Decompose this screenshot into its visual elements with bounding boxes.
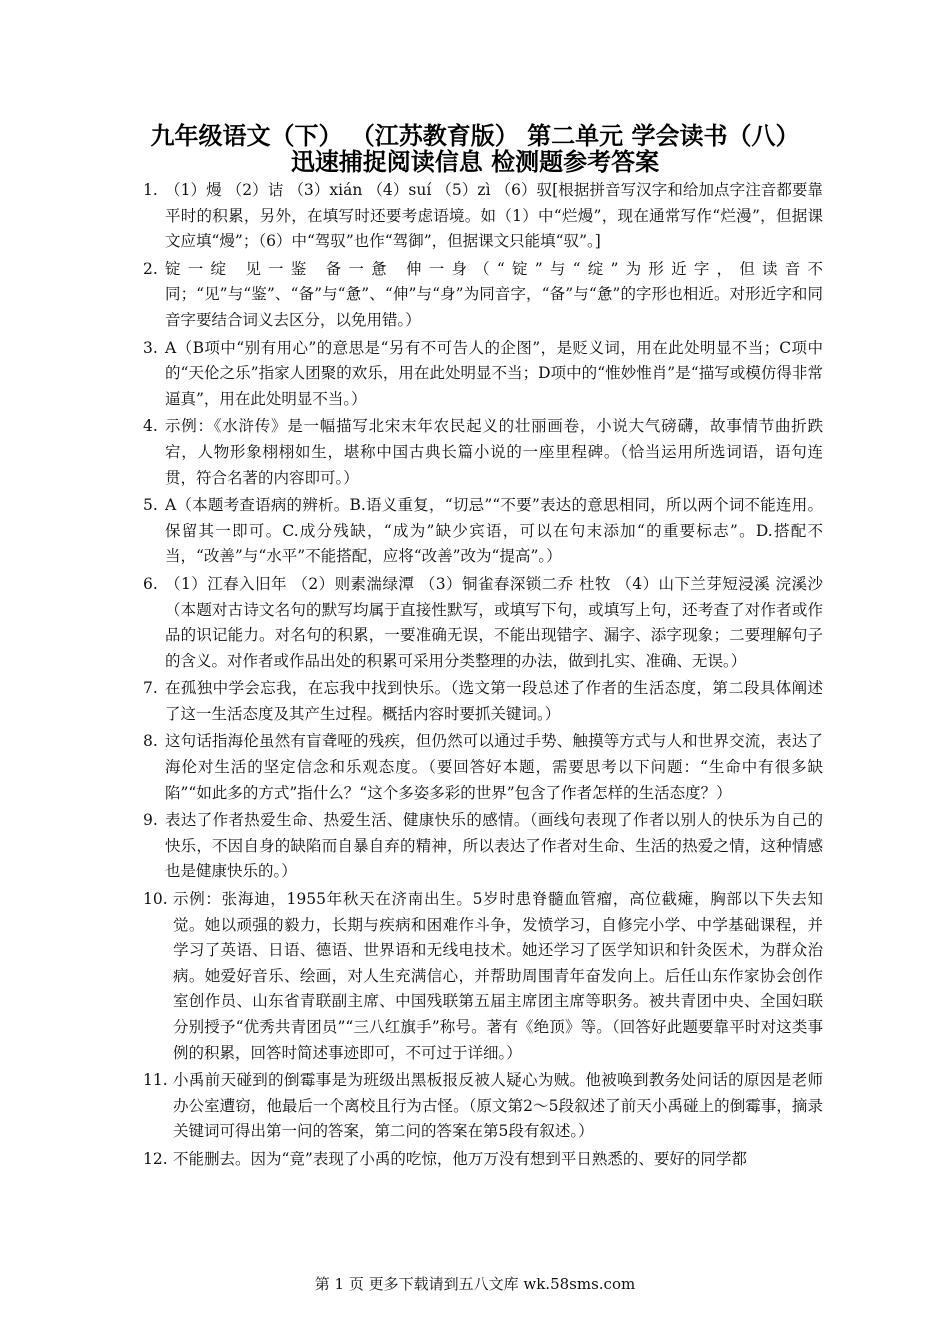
answer-text: 在孤独中学会忘我，在忘我中找到快乐。（选文第一段总述了作者的生活态度，第二段具体阐述了这一生活态度及其产生过程。概括内容时要抓关键词。）	[165, 679, 823, 723]
answer-item-4	[143, 414, 823, 491]
answer-item-9	[143, 808, 823, 885]
answer-item-2	[143, 257, 823, 334]
answer-item-11	[143, 1068, 823, 1145]
answer-text: A（B项中“别有用心”的意思是“另有不可告人的企图”，是贬义词，用在此处明显不当；C项中的“天伦之乐”指家人团聚的欢乐，用在此处明显不当；D项中的“惟妙惟肖”是“描写或模仿得非常逼真”，用在此处明显不当。）	[165, 338, 823, 408]
page-subtitle: 迅速捕捉阅读信息 检测题参考答案	[290, 148, 660, 176]
answer-item-7	[143, 676, 823, 727]
answer-number: 8.	[143, 732, 158, 751]
answer-number: 9.	[143, 811, 158, 830]
answer-text: 不能删去。因为“竟”表现了小禹的吃惊，他万万没有想到平日熟悉的、要好的同学都	[173, 1149, 747, 1168]
answer-item-3	[143, 336, 823, 413]
answer-number: 12.	[143, 1149, 168, 1168]
answer-number: 3.	[143, 338, 158, 357]
answer-text: （1）江春入旧年 （2）则素湍绿潭 （3）铜雀春深锁二乔 杜牧 （4）山下兰芽短浸溪 浣溪沙（本题对古诗文名句的默写均属于直接性默写，或填写下句，或填写上句，还考查了对作者或作品的识记能力。对名句的积累，一要准确无误，不能出现错字、漏字、添字现象；二要理解句子的含义。对作者或作品出处的积累可采用分类整理的办法，做到扎实、准确、无误。）	[165, 574, 823, 670]
answer-text: 小禹前天碰到的倒霉事是为班级出黑板报反被人疑心为贼。他被唤到教务处问话的原因是老师办公室遭窃，他最后一个离校且行为古怪。（原文第2～5段叙述了前天小禹碰上的倒霉事，摘录关键词可得出第一问的答案，第二问的答案在第5段有叙述。）	[173, 1071, 823, 1141]
answer-item-1	[143, 178, 823, 255]
answer-text: 这句话指海伦虽然有盲聋哑的残疾，但仍然可以通过手势、触摸等方式与人和世界交流，表达了海伦对生活的坚定信念和乐观态度。（要回答好本题，需要思考以下问题：“生命中有很多缺陷”“如此多的方式”指什么？“这个多姿多彩的世界”包含了作者怎样的生活态度？）	[165, 732, 823, 802]
answer-text: 表达了作者热爱生命、热爱生活、健康快乐的感情。（画线句表现了作者以别人的快乐为自己的快乐，不因自身的缺陷而自暴自弃的精神，所以表达了作者对生命、生活的热爱之情，这种情感也是健康快乐的。）	[165, 811, 823, 881]
answer-text: （1）熳 （2）诘 （3）xián （4）suí （5）zì （6）驭[根据拼音写汉字和给加点字注音都要靠平时的积累，另外，在填写时还要考虑语境。如（1）中“烂熳”，现在通常写作“烂漫”，但据课文应填“熳”；（6）中“驾驭”也作“驾御”，但据课文只能填“驭”。]	[165, 181, 823, 251]
answer-number: 4.	[143, 417, 158, 436]
answer-text: 示例：张海迪，1955年秋天在济南出生。5岁时患脊髓血管瘤，高位截瘫，胸部以下失去知觉。她以顽强的毅力，长期与疾病和困难作斗争，发愤学习，自修完小学、中学基础课程，并学习了英语、日语、德语、世界语和无线电技术。她还学习了医学知识和针灸医术，为群众治病。她爱好音乐、绘画，对人生充满信心，并帮助周围青年奋发向上。后任山东作家协会创作室创作员、山东省青联副主席、中国残联第五届主席团主席等职务。被共青团中央、全国妇联分别授予“优秀共青团员”“三八红旗手”称号。著有《绝顶》等。（回答好此题要靠平时对这类事例的积累，回答时简述事迹即可，不可过于详细。）	[173, 890, 823, 1062]
answer-text: 锭一绽 见一鉴 备一惫 伸一身（“锭”与“绽”为形近字，但读音不同；“见”与“鉴”、“备”与“惫”、“伸”与“身”为同音字，“备”与“惫”的字形也相近。对形近字和同音字要结合词义去区分，以免用错。）	[165, 259, 823, 329]
answer-number: 11.	[143, 1071, 168, 1090]
answer-item-12	[143, 1147, 823, 1173]
answer-number: 6.	[143, 574, 158, 593]
answer-number: 2.	[143, 259, 158, 278]
answer-number: 5.	[143, 496, 158, 515]
answer-item-6	[143, 572, 823, 674]
answer-item-8	[143, 729, 823, 806]
answer-item-5	[143, 493, 823, 570]
answer-text: 示例：《水浒传》是一幅描写北宋末年农民起义的壮丽画卷，小说大气磅礴，故事情节曲折跌宕，人物形象栩栩如生，堪称中国古典长篇小说的一座里程碑。（恰当运用所选词语，语句连贯，符合名著的内容即可。）	[165, 417, 823, 487]
answer-number: 1.	[143, 181, 158, 199]
answer-number: 10.	[143, 890, 168, 909]
answer-list	[143, 178, 823, 1175]
answer-item-10	[143, 887, 823, 1066]
answer-number: 7.	[143, 679, 158, 698]
answer-text: A（本题考查语病的辨析。B.语义重复，“切忌”“不要”表达的意思相同，所以两个词不能连用。保留其一即可。C.成分残缺，“成为”缺少宾语，可以在句末添加“的重要标志”。D.搭配不当，“改善”与“水平”不能搭配，应将“改善”改为“提高”。）	[165, 496, 823, 566]
page-title: 九年级语文（下） （江苏教育版） 第二单元 学会读书（八）	[150, 122, 800, 150]
page-footer: 第 1 页 更多下载请到五八文库 wk.58sms.com	[314, 1275, 636, 1293]
